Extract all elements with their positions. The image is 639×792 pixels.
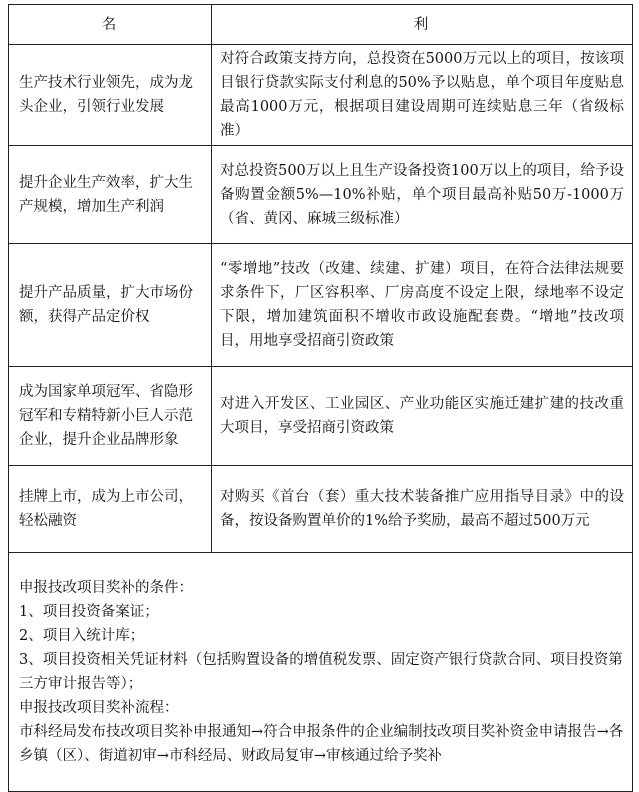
table-row: [9, 45, 633, 146]
condition-item: 3、项目投资相关凭证材料（包括购置设备的增值税发票、固定资产银行贷款合同、项目投资第三方审计报告等）；: [19, 652, 623, 692]
column-header-gain: 利: [212, 5, 633, 45]
gain-cell: 对购买《首台（套）重大技术装备推广应用指导目录》中的设备，按设备购置单价的1%给予奖励，最高不超过500万元: [212, 466, 633, 553]
fame-cell: 挂牌上市，成为上市公司，轻松融资: [9, 466, 212, 553]
gain-cell: 对总投资500万以上且生产设备投资100万以上的项目，给予设备购置金额5%—10%补贴，单个项目最高补贴50万-1000万（省、黄冈、麻城三级标准）: [212, 146, 633, 244]
conditions-title: 申报技改项目奖补的条件：: [19, 580, 193, 596]
table-row: [9, 146, 633, 244]
notes-row: [9, 553, 633, 792]
process-text: 市科经局发布技改项目奖补申报通知→符合申报条件的企业编制技改项目奖补资金申请报告→各乡镇（区）、街道初审→市科经局、财政局复审→审核通过给予奖补: [19, 724, 624, 764]
table-header-row: [9, 5, 633, 45]
policy-sheet: [8, 4, 632, 792]
condition-item: 1、项目投资备案证；: [19, 604, 159, 620]
condition-item: 2、项目入统计库；: [19, 628, 145, 644]
gain-cell: 对进入开发区、工业园区、产业功能区实施迁建扩建的技改重大项目，享受招商引资政策: [212, 367, 633, 466]
notes-cell: [9, 553, 633, 792]
fame-cell: 生产技术行业领先，成为龙头企业，引领行业发展: [9, 45, 212, 146]
gain-cell: 对符合政策支持方向，总投资在5000万元以上的项目，按该项目银行贷款实际支付利息的50%予以贴息，单个项目年度贴息最高1000万元，根据项目建设周期可连续贴息三年（省级标准）: [212, 45, 633, 146]
column-header-fame: 名: [9, 5, 212, 45]
fame-gain-table: [8, 4, 633, 792]
gain-cell: “零增地”技改（改建、续建、扩建）项目，在符合法律法规要求条件下，厂区容积率、厂房高度不设定上限，绿地率不设定下限，增加建筑面积不增收市政设施配套费。“增地”技改项目，用地享受招商引资政策: [212, 244, 633, 367]
table-row: [9, 244, 633, 367]
fame-cell: 成为国家单项冠军、省隐形冠军和专精特新小巨人示范企业，提升企业品牌形象: [9, 367, 212, 466]
process-title: 申报技改项目奖补流程：: [19, 700, 179, 716]
fame-cell: 提升产品质量，扩大市场份额，获得产品定价权: [9, 244, 212, 367]
table-row: [9, 367, 633, 466]
fame-cell: 提升企业生产效率，扩大生产规模，增加生产利润: [9, 146, 212, 244]
table-row: [9, 466, 633, 553]
